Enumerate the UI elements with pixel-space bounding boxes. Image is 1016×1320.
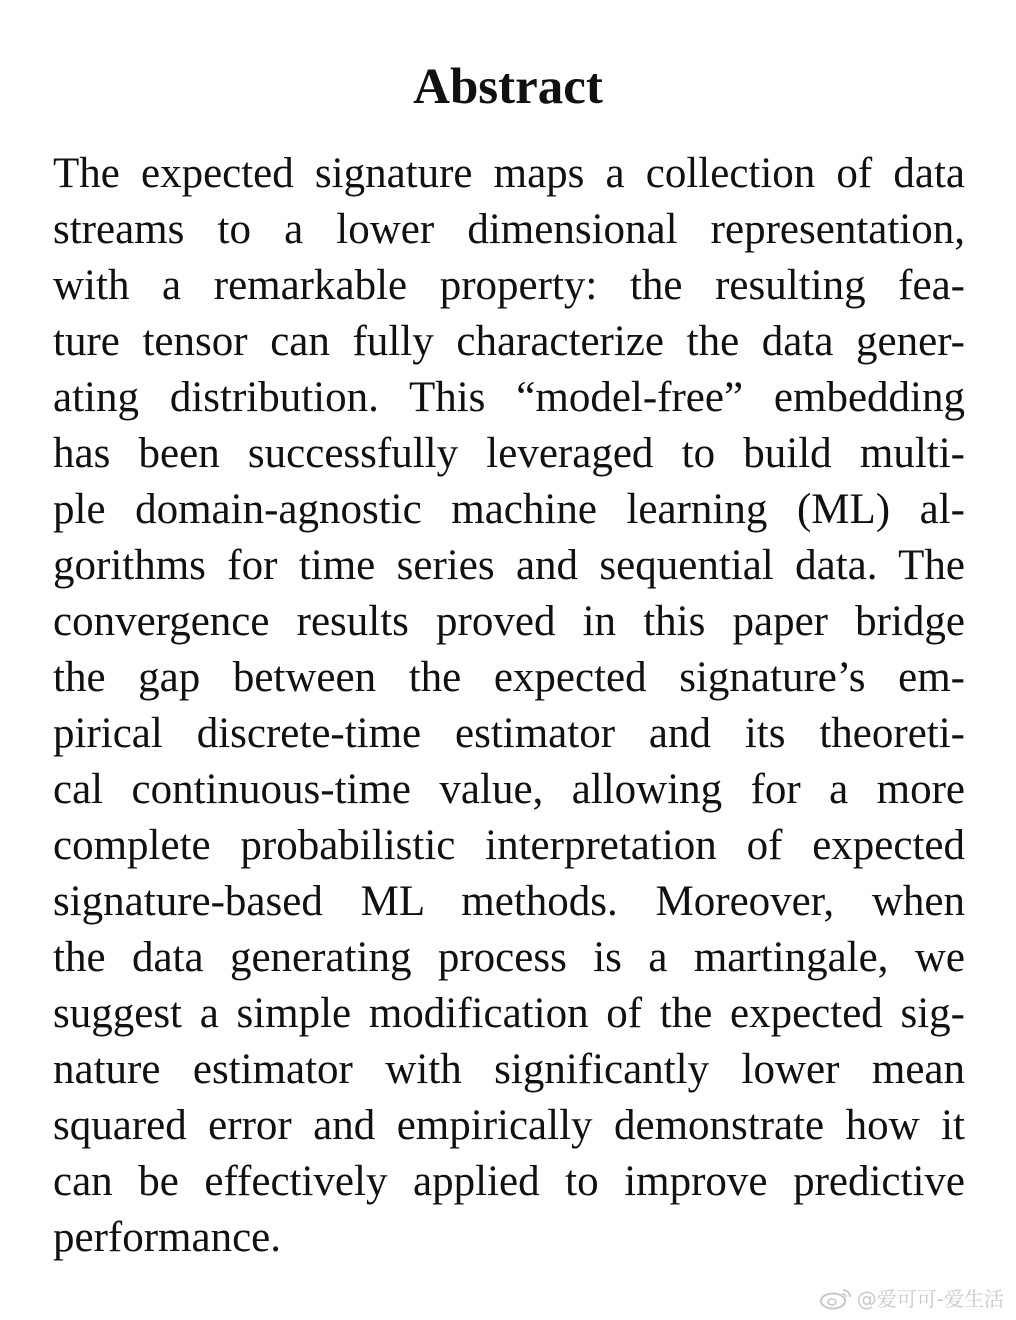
abstract-line: has been successfully leveraged to build multi- — [53, 430, 965, 477]
abstract-line: nature estimator with significantly lower mean — [53, 1046, 965, 1093]
abstract-line: ating distribution. This “model-free” embedding — [53, 374, 965, 421]
abstract-line: ture tensor can fully characterize the data gener- — [53, 318, 965, 365]
abstract-line-last: performance. — [53, 1214, 281, 1261]
watermark-text: @爱可可-爱生活 — [856, 1287, 1004, 1311]
abstract-line: complete probabilistic interpretation of expected — [53, 822, 965, 869]
abstract-heading: Abstract — [413, 59, 603, 115]
abstract-line: the gap between the expected signature’s em- — [53, 654, 965, 701]
watermark — [819, 1283, 1004, 1312]
abstract-line: The expected signature maps a collection of data — [53, 150, 965, 197]
abstract-line: squared error and empirically demonstrate how it — [53, 1102, 965, 1149]
abstract-body — [53, 146, 965, 1266]
abstract-line: with a remarkable property: the resulting fea- — [53, 262, 965, 309]
abstract-line: pirical discrete-time estimator and its theoreti- — [53, 710, 965, 757]
abstract-line: ple domain-agnostic machine learning (ML) al- — [53, 486, 965, 533]
abstract-line: the data generating process is a martingale, we — [53, 934, 965, 981]
abstract-line: signature-based ML methods. Moreover, when — [53, 878, 965, 925]
abstract-line: can be effectively applied to improve predictive — [53, 1158, 965, 1205]
abstract-line: cal continuous-time value, allowing for a more — [53, 766, 965, 813]
weibo-logo-icon — [819, 1286, 853, 1310]
abstract-line: streams to a lower dimensional representation, — [53, 206, 965, 253]
abstract-line: suggest a simple modification of the expected sig- — [53, 990, 965, 1037]
abstract-line: convergence results proved in this paper bridge — [53, 598, 965, 645]
abstract-line: gorithms for time series and sequential data. The — [53, 542, 965, 589]
